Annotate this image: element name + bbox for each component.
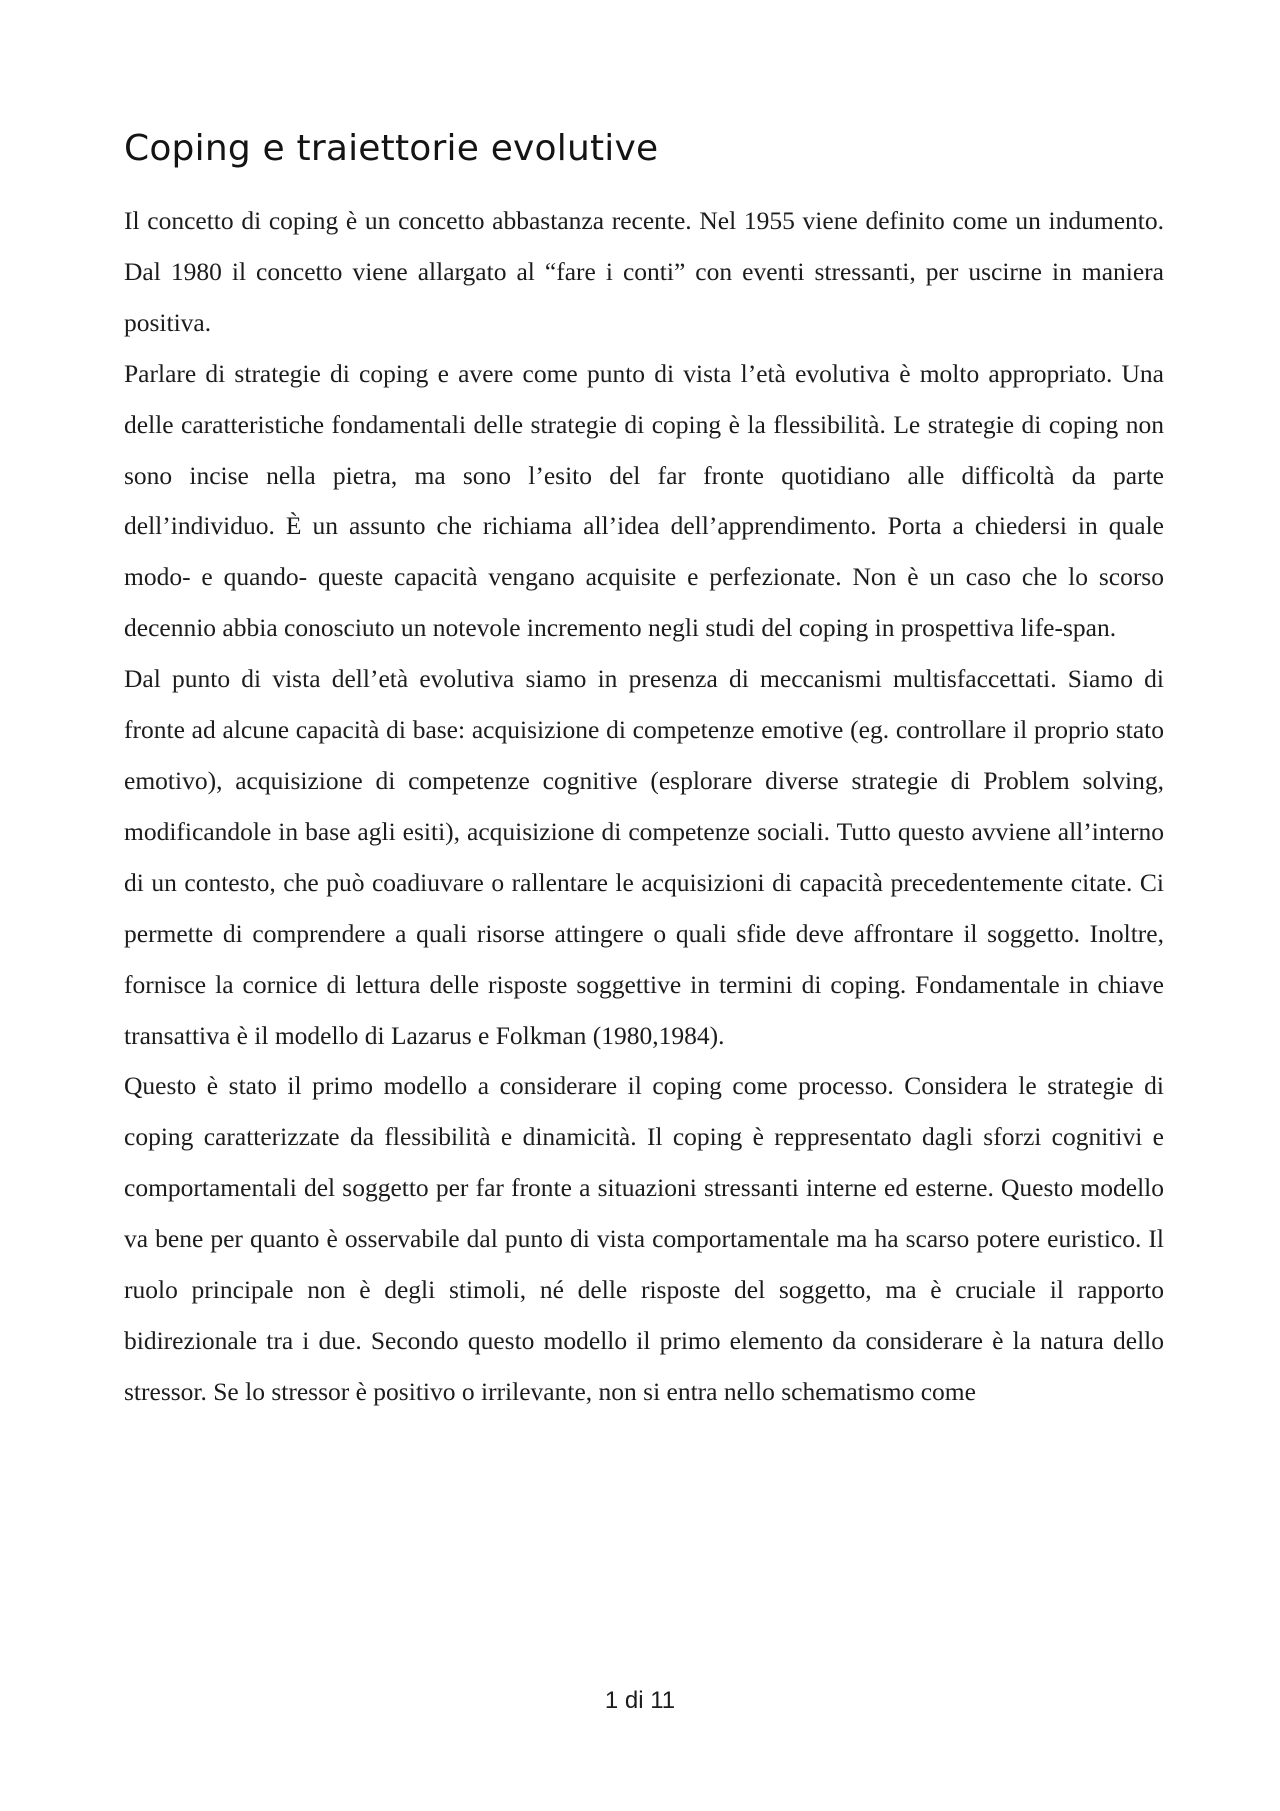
paragraph-3: Dal punto di vista dell’età evolutiva siamo in presenza di meccanismi multisfaccettati. Siamo di fronte ad alcune capacità di base: acquisizione di competenze emotive (eg. controllare il proprio stato emotivo), acquisizione di competenze cognitive (esplorare diverse strategie di Problem solving, modificandole in base agli esiti), acquisizione di competenze sociali. Tutto questo avviene all’interno di un contesto, che può coadiuvare o rallentare le acquisizioni di capacità precedentemente citate. Ci permette di comprendere a quali risorse attingere o quali sfide deve affrontare il soggetto. Inoltre, fornisce la cornice di lettura delle risposte soggettive in termini di coping. Fondamentale in chiave transattiva è il modello di Lazarus e Folkman (1980,1984). bbox=[124, 664, 1164, 1050]
paragraph-4: Questo è stato il primo modello a considerare il coping come processo. Considera le strategie di coping caratterizzate da flessibilità e dinamicità. Il coping è reppresentato dagli sforzi cognitivi e comportamentali del soggetto per far fronte a situazioni stressanti interne ed esterne. Questo modello va bene per quanto è osservabile dal punto di vista comportamentale ma ha scarso potere euristico. Il ruolo principale non è degli stimoli, né delle risposte del soggetto, ma è cruciale il rapporto bidirezionale tra i due. Secondo questo modello il primo elemento da considerare è la natura dello stressor. Se lo stressor è positivo o irrilevante, non si entra nello schematismo come bbox=[124, 1071, 1164, 1406]
document-body bbox=[124, 196, 1164, 1418]
page-title: Coping e traiettorie evolutive bbox=[124, 128, 659, 169]
paragraph-1: Il concetto di coping è un concetto abbastanza recente. Nel 1955 viene definito come un indumento. Dal 1980 il concetto viene allargato al “fare i conti” con eventi stressanti, per uscirne in maniera positiva. bbox=[124, 206, 1164, 337]
page-number: 1 di 11 bbox=[604, 1687, 676, 1714]
paragraph-2: Parlare di strategie di coping e avere come punto di vista l’età evolutiva è molto appropriato. Una delle caratteristiche fondamentali delle strategie di coping è la flessibilità. Le strategie di coping non sono incise nella pietra, ma sono l’esito del far fronte quotidiano alle difficoltà da parte dell’individuo. È un assunto che richiama all’idea dell’apprendimento. Porta a chiedersi in quale modo- e quando- queste capacità vengano acquisite e perfezionate. Non è un caso che lo scorso decennio abbia conosciuto un notevole incremento negli studi del coping in prospettiva life-span. bbox=[124, 358, 1164, 643]
